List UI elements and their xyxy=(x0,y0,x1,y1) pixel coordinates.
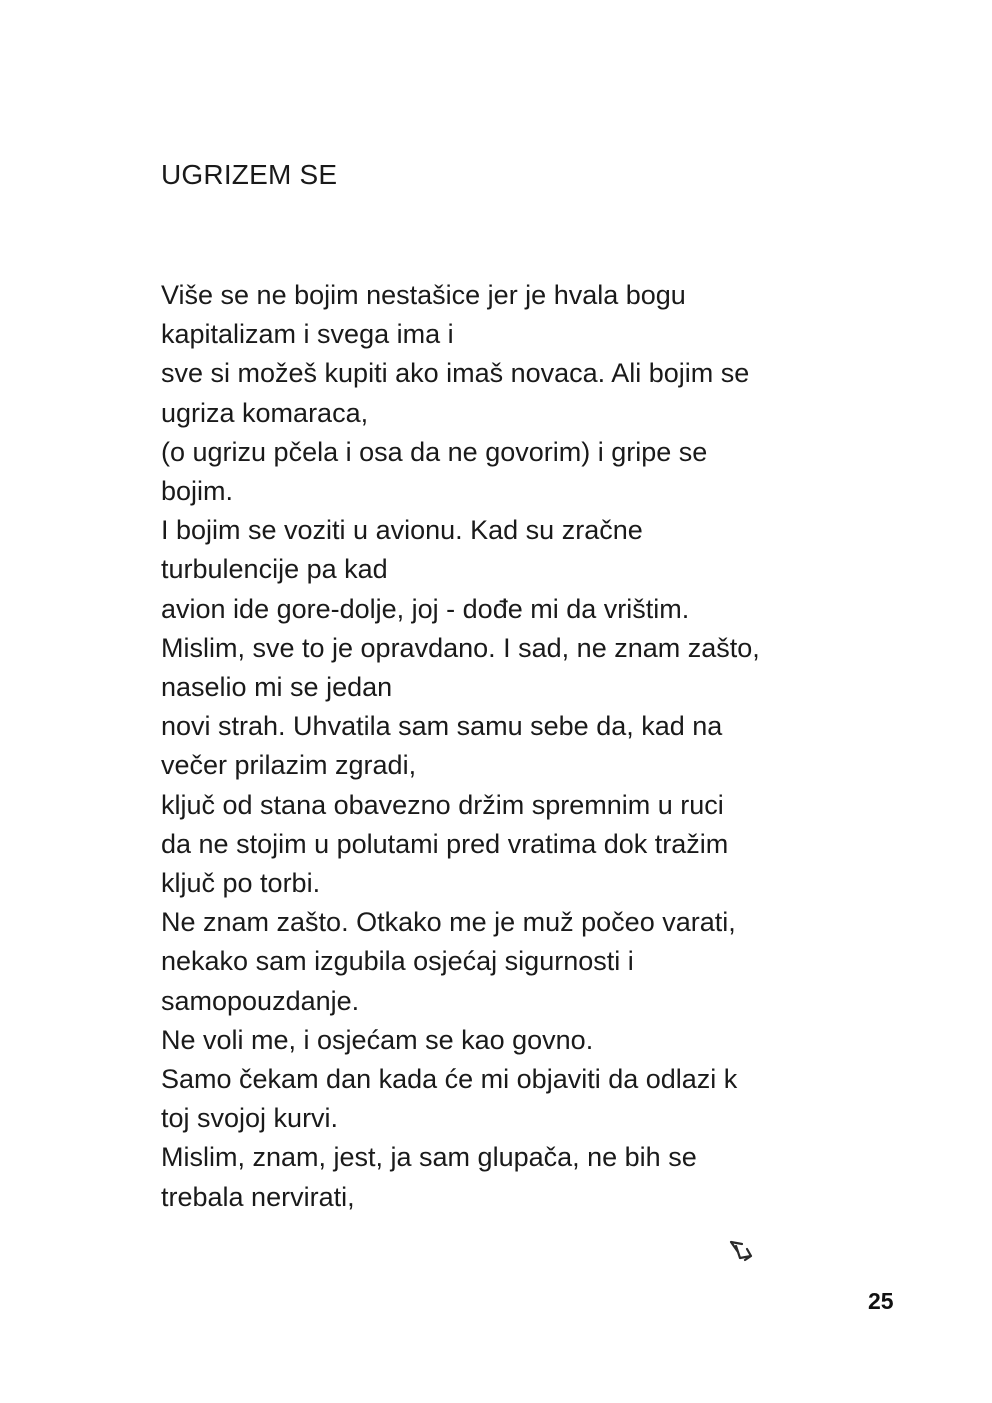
text-line: Ne voli me, i osjećam se kao govno. xyxy=(161,1024,594,1055)
text-line: ključ po torbi. xyxy=(161,868,321,899)
text-line: nekako sam izgubila osjećaj sigurnosti i xyxy=(161,946,634,977)
text-line: toj svojoj kurvi. xyxy=(161,1103,339,1134)
text-line: sve si možeš kupiti ako imaš novaca. Ali bojim se xyxy=(161,358,750,389)
text-line: Mislim, sve to je opravdano. I sad, ne znam zašto, xyxy=(161,632,760,663)
text-line: ugriza komaraca, xyxy=(161,397,369,428)
continue-arrow-icon xyxy=(726,1236,756,1266)
text-line: samopouzdanje. xyxy=(161,985,360,1016)
text-line: avion ide gore-dolje, joj - dođe mi da vrištim. xyxy=(161,593,690,624)
poem-title: UGRIZEM SE xyxy=(161,159,338,190)
text-line: večer prilazim zgradi, xyxy=(161,750,417,781)
text-line: Mislim, znam, jest, ja sam glupača, ne bih se xyxy=(161,1142,697,1173)
text-line: Više se ne bojim nestašice jer je hvala bogu xyxy=(161,280,686,310)
text-line: Samo čekam dan kada će mi objaviti da odlazi k xyxy=(161,1064,738,1095)
text-line: da ne stojim u polutami pred vratima dok tražim xyxy=(161,828,729,859)
text-line: Ne znam zašto. Otkako me je muž počeo varati, xyxy=(161,907,736,938)
text-line: (o ugrizu pčela i osa da ne govorim) i gripe se xyxy=(161,436,708,467)
text-line: kapitalizam i svega ima i xyxy=(161,319,454,350)
text-line: ključ od stana obavezno držim spremnim u ruci xyxy=(161,789,724,820)
poem-body xyxy=(161,276,881,1217)
text-line: trebala nervirati, xyxy=(161,1181,355,1212)
text-line: novi strah. Uhvatila sam samu sebe da, kad na xyxy=(161,711,723,742)
page-number: 25 xyxy=(868,1288,894,1314)
text-line: bojim. xyxy=(161,476,234,507)
text-line: naselio mi se jedan xyxy=(161,672,393,703)
text-line: I bojim se voziti u avionu. Kad su zračne xyxy=(161,515,643,546)
text-line: turbulencije pa kad xyxy=(161,554,388,585)
